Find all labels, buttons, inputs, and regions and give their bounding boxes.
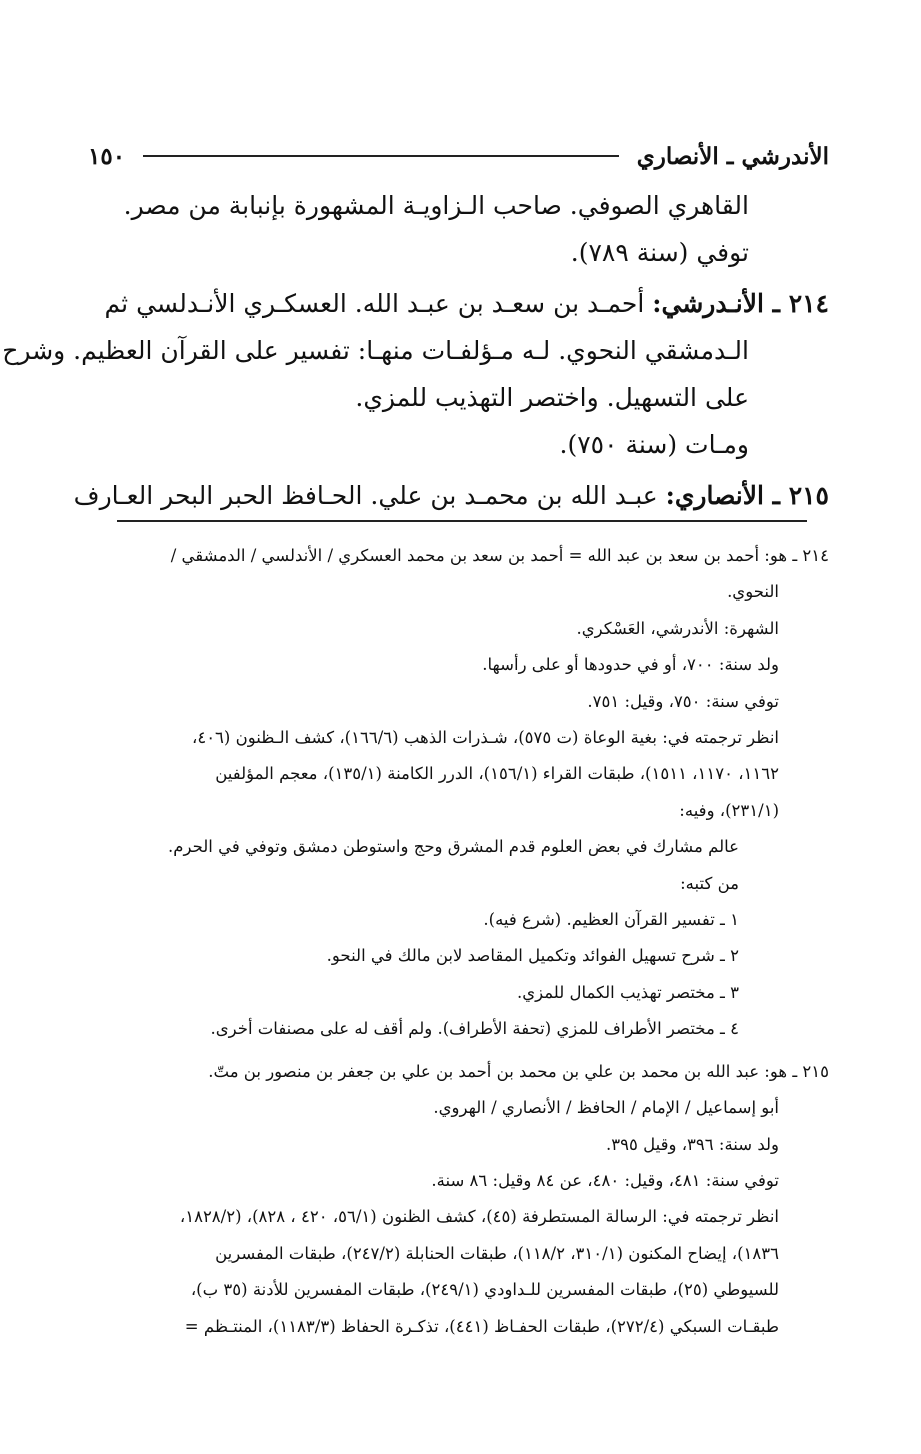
- entry-214-head: ٢١٤ ـ الأنـدرشي:: [652, 289, 829, 318]
- footnote-line: من كتبه:: [680, 873, 739, 893]
- footnote-line: ٤ ـ مختصر الأطراف للمزي (تحفة الأطراف). ولم أقف له على مصنفات أخرى.: [210, 1019, 739, 1039]
- entry-215-head: ٢١٥ ـ الأنصاري:: [665, 481, 829, 510]
- footnote-line: ٢١٤ ـ هو: أحمد بن سعد بن عبد الله = أحمد بن سعد بن محمد العسكري / الأندلسي / الدمشقي /: [170, 546, 829, 565]
- entry-214-first-line: [82, 280, 829, 327]
- footnote-line: ٣ ـ مختصر تهذيب الكمال للمزي.: [516, 982, 739, 1002]
- text-line: ومـات (سنة ٧٥٠).: [559, 430, 749, 459]
- text-line: القاهري الصوفي. صاحب الـزاويـة المشهورة بإنبابة من مصر.: [123, 191, 749, 220]
- footnote-line: الشهرة: الأندرشي، العَسْكري.: [576, 618, 779, 638]
- footnote-line: توفي سنة: ٧٥٠، وقيل: ٧٥١.: [587, 691, 779, 711]
- text-line: على التسهيل. واختصر التهذيب للمزي.: [355, 383, 749, 412]
- footnotes: [82, 538, 829, 1345]
- header-rule: [143, 155, 619, 157]
- footnote-line: (٢٣١/١)، وفيه:: [679, 800, 779, 820]
- footnote-line: ولد سنة: ٧٠٠، أو في حدودها أو على رأسها.: [482, 655, 779, 675]
- footnote-line: انظر ترجمته في: الرسالة المستطرفة (٤٥)، كشف الظنون (٥٦/١، ٤٢٠ ، ٨٢٨)، (١٨٢٨/٢،: [179, 1207, 779, 1227]
- entry-215-text: عبـد الله بن محمـد بن علي. الحـافظ الحبر البحر العـارف: [73, 481, 666, 510]
- footnote-line: للسيوطي (٢٥)، طبقات المفسرين للـداودي (٢٤٩/١)، طبقات المفسرين للأدنة (٣٥ ب)،: [190, 1280, 779, 1300]
- footnote-line: ١ ـ تفسير القرآن العظيم. (شرع فيه).: [483, 910, 739, 930]
- page-header: [88, 138, 829, 174]
- entry-214-text: أحمـد بن سعـد بن عبـد الله. العسكـري الأنـدلسي ثم: [104, 289, 653, 318]
- footnote-line: ولد سنة: ٣٩٦، وقيل ٣٩٥.: [606, 1134, 779, 1154]
- footnote-line: عالم مشارك في بعض العلوم قدم المشرق وحج واستوطن دمشق وتوفي في الحرم.: [168, 837, 739, 857]
- footnote-line: ٢ ـ شرح تسهيل الفوائد وتكميل المقاصد لابن مالك في النحو.: [326, 946, 739, 966]
- footnote-line: النحوي.: [727, 582, 779, 602]
- text-line: الـدمشقي النحوي. لـه مـؤلفـات منهـا: تفسير على القرآن العظيم. وشرح: [2, 336, 749, 365]
- page-number: ١٥٠: [88, 142, 126, 170]
- footnote-line: انظر ترجمته في: بغية الوعاة (ت ٥٧٥)، شـذرات الذهب (١٦٦/٦)، كشف الـظنون (٤٠٦،: [192, 728, 779, 748]
- footnote-line: ١٨٣٦)، إيضاح المكنون (٣١٠/١، ١١٨/٢)، طبقات الحنابلة (٢٤٧/٢)، طبقات المفسرين: [215, 1243, 779, 1263]
- footnote-line: ٢١٥ ـ هو: عبد الله بن محمد بن علي بن محمد بن أحمد بن علي بن جعفر بن منصور بن متّ.: [208, 1061, 829, 1081]
- entry-215-first-line: [73, 472, 829, 519]
- footnote-line: طبقـات السبكي (٢٧٢/٤)، طبقات الحفـاظ (٤٤١)، تذكـرة الحفاظ (١١٨٣/٣)، المنتـظم =: [184, 1316, 779, 1336]
- text-line: توفي (سنة ٧٨٩).: [570, 238, 749, 267]
- main-text: [2, 182, 829, 519]
- footnote-separator: [117, 520, 807, 522]
- running-title: الأندرشي ـ الأنصاري: [636, 142, 829, 170]
- footnote-line: ١١٦٢، ١١٧٠، ١٥١١)، طبقات القراء (١٥٦/١)، الدرر الكامنة (١٣٥/١)، معجم المؤلفين: [215, 764, 779, 784]
- footnote-line: أبو إسماعيل / الإمام / الحافظ / الأنصاري / الهروي.: [433, 1098, 779, 1118]
- footnote-line: توفي سنة: ٤٨١، وقيل: ٤٨٠، عن ٨٤ وقيل: ٨٦ سنة.: [431, 1170, 779, 1190]
